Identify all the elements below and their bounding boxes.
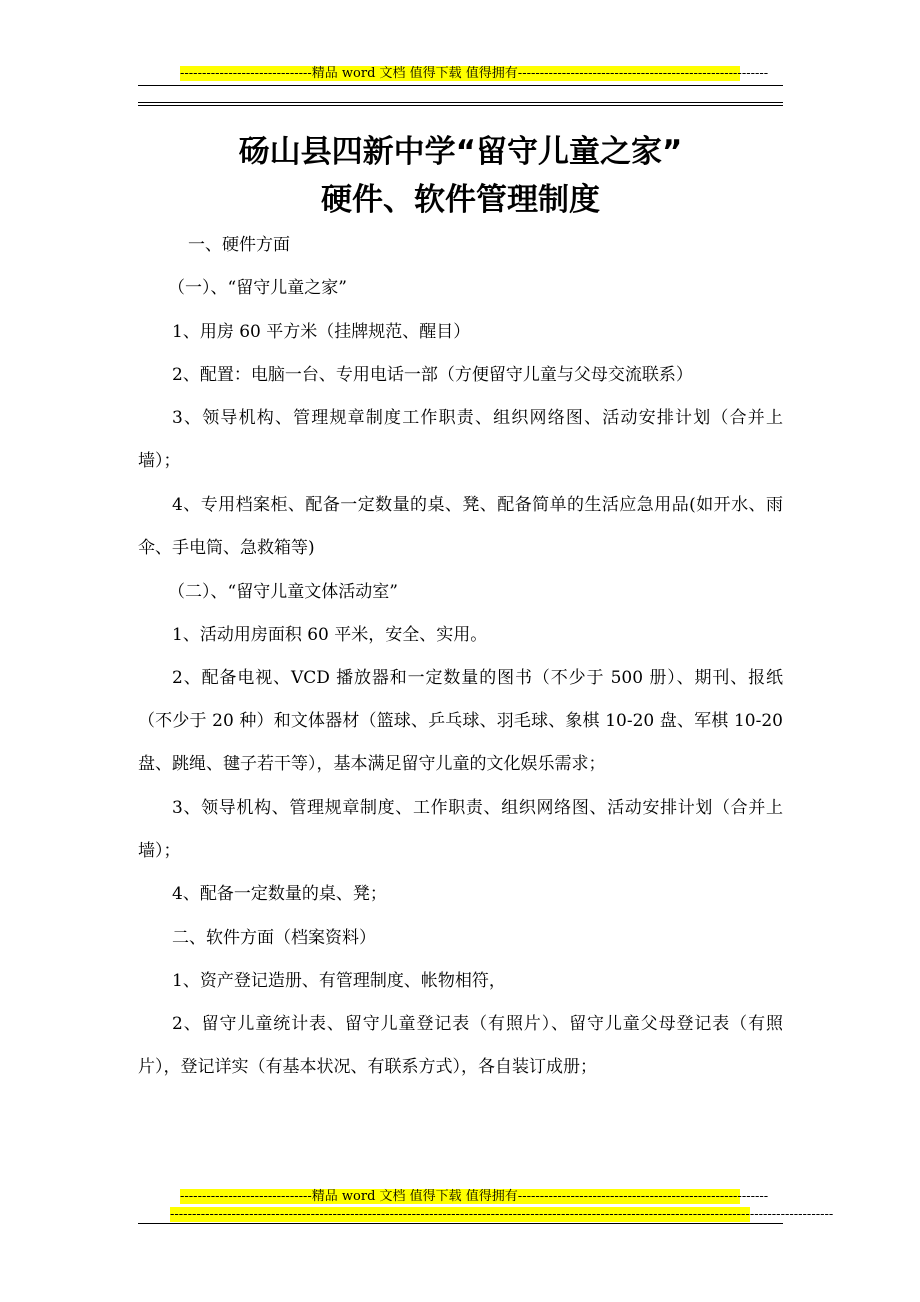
section-heading-software: 二、软件方面（档案资料） xyxy=(172,928,376,948)
title-line-1: 砀山县四新中学“留守儿童之家” xyxy=(238,134,683,170)
subsection-heading-1: （一）、“留守儿童之家” xyxy=(168,278,347,298)
list-item: 4、配备一定数量的桌、凳； xyxy=(172,884,387,904)
list-item: 1、活动用房面积 60 平米，安全、实用。 xyxy=(172,625,488,645)
footer-dash-line: ------------------------------------------------------------------------------------------------------------------------------------------------------- xyxy=(170,1207,834,1222)
subsection-heading-2: （二）、“留守儿童文体活动室” xyxy=(168,582,398,602)
section-heading-hardware: 一、硬件方面 xyxy=(188,235,290,255)
title-line-2: 硬件、软件管理制度 xyxy=(321,182,600,218)
list-item: 2、配置：电脑一台、专用电话一部（方便留守儿童与父母交流联系） xyxy=(172,365,693,385)
header-rule xyxy=(138,85,783,86)
list-item: 1、资产登记造册、有管理制度、帐物相符， xyxy=(172,971,506,991)
list-item: 1、用房 60 平方米（挂牌规范、醒目） xyxy=(172,322,471,342)
document-title xyxy=(138,128,783,224)
list-item: 2、留守儿童统计表、留守儿童登记表（有照片）、留守儿童父母登记表（有照片），登记详实（有基本状况、有联系方式），各自装订成册； xyxy=(138,1014,783,1077)
footer-banner: ------------------------------精品 word 文档 值得下载 值得拥有--------------------------------------------------------- xyxy=(180,1189,769,1204)
header-rule-double-bottom xyxy=(138,105,783,106)
list-item: 4、专用档案柜、配备一定数量的桌、凳、配备简单的生活应急用品(如开水、雨伞、手电筒、急救箱等) xyxy=(138,495,783,558)
list-item: 3、领导机构、管理规章制度工作职责、组织网络图、活动安排计划（合并上墙）； xyxy=(138,408,783,471)
header-banner: ------------------------------精品 word 文档 值得下载 值得拥有--------------------------------------------------------- xyxy=(180,66,769,81)
footer-rule xyxy=(138,1223,783,1224)
list-item: 2、配备电视、VCD 播放器和一定数量的图书（不少于 500 册）、期刊、报纸（不少于 20 种）和文体器材（篮球、乒乓球、羽毛球、象棋 10-20 盘、军棋 10-20 盘、跳绳、毽子若干等），基本满足留守儿童的文化娱乐需求； xyxy=(138,668,783,774)
header-rule-double-top xyxy=(138,102,783,103)
list-item: 3、领导机构、管理规章制度、工作职责、组织网络图、活动安排计划（合并上墙）； xyxy=(138,798,783,861)
